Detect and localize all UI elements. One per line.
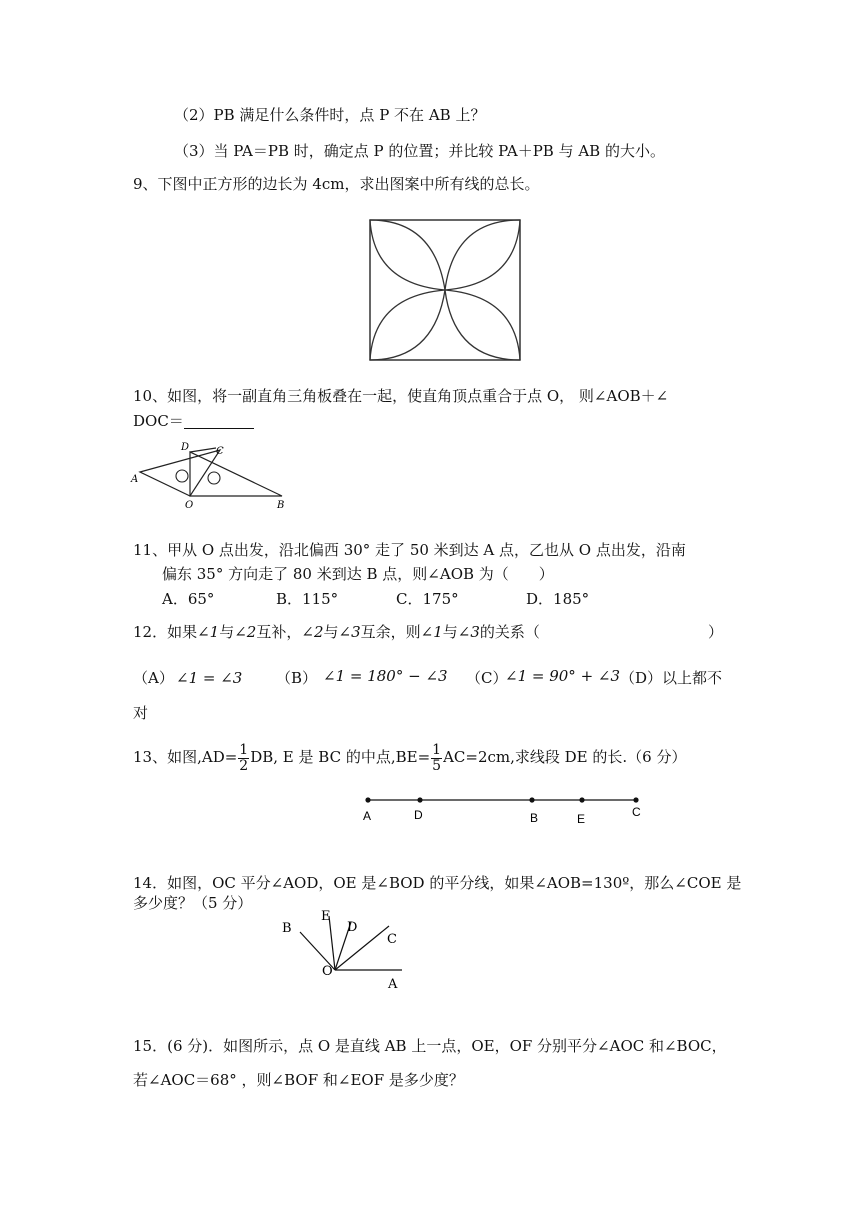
q12-option-b: ∠1 = 180° − ∠3 [323,667,448,685]
q12-stem-b: 与 [219,623,235,641]
q14-label-O: O [322,964,333,979]
q14-label-D: D [347,920,358,935]
q11-option-c: C．175° [396,590,459,608]
q12-option-a-label: （A） [133,669,174,687]
q10-label-D: D [181,442,190,453]
q12-stem [133,622,723,642]
q8-part3: （3）当 PA＝PB 时，确定点 P 的位置；并比较 PA＋PB 与 AB 的大小。 [174,142,665,160]
q13-frac1-den: 2 [239,757,249,774]
q13-fraction-2 [431,743,442,774]
q12-stem-f: 与 [442,623,458,641]
q10-label-B: B [277,500,285,511]
q12-stem-e: 互余，则 [360,623,421,641]
q13-text [133,740,687,774]
q9-text: 9、下图中正方形的边长为 4cm，求出图案中所有线的总长。 [133,175,540,193]
q10-label-O: O [185,500,194,511]
q11-line1: 11、甲从 O 点出发，沿北偏西 30° 走了 50 米到达 A 点，乙也从 O 点出发，沿南 [133,541,686,559]
q15-line2: 若∠AOC＝68° ，则∠BOF 和∠EOF 是多少度？ [133,1071,464,1089]
q12-option-b-label: （B） [276,669,318,687]
q13-point-C: C [632,805,641,819]
q12-option-d-cont: 对 [133,704,149,722]
q12-stem-a: 12．如果 [133,623,198,641]
q12-option-c: ∠1 = 90° + ∠3 [505,667,621,685]
q13-frac2-num: 1 [432,741,442,758]
q10-triangle-figure [128,440,298,512]
q12-stem-d: 与 [323,623,339,641]
q12-option-d: （D）以上都不 [620,669,723,687]
q13-frac1-num: 1 [239,741,249,758]
q12-angle-1b: ∠1 [420,623,443,641]
q12-option-a: ∠1 = ∠3 [176,669,243,687]
q10-label-A: A [131,474,139,485]
q13-suffix: AC=2cm,求线段 DE 的长.（6 分） [443,748,687,766]
q13-prefix: 13、如图,AD= [133,748,238,766]
q12-stem-c: 互补， [256,623,302,641]
q14-angle-figure [276,906,410,992]
q9-square-figure [364,216,524,364]
q11-option-d: D．185° [526,590,590,608]
q8-part2: （2）PB 满足什么条件时，点 P 不在 AB 上？ [174,106,486,124]
q12-option-c-label: （C） [466,669,508,687]
q13-point-D: D [414,808,423,822]
q12-stem-end: ） [707,623,723,641]
q13-frac2-den: 5 [432,757,442,774]
q12-angle-3b: ∠3 [457,623,480,641]
q11-option-b: B．115° [276,590,339,608]
q14-line2: 多少度？（5 分） [133,894,253,912]
q14-label-A: A [388,977,398,992]
q14-label-B: B [282,921,292,936]
q13-point-E: E [577,812,586,826]
q10-line1: 10、如图，将一副直角三角板叠在一起，使直角顶点重合于点 O， 则∠AOB＋∠ [133,387,669,405]
q14-label-C: C [387,932,397,947]
q12-angle-2: ∠2 [234,623,257,641]
q15-line1: 15．(6 分)．如图所示，点 O 是直线 AB 上一点，OE，OF 分别平分∠AOC 和∠BOC， [133,1037,727,1055]
q14-label-E: E [321,909,331,924]
q13-mid: DB, E 是 BC 的中点,BE= [250,748,431,766]
q14-line1: 14．如图，OC 平分∠AOD，OE 是∠BOD 的平分线，如果∠AOB=130º，那么∠COE 是 [133,874,742,892]
q13-segment-figure [356,790,652,830]
q10-answer-blank [184,414,254,429]
q12-stem-g: 的关系（ [479,623,540,641]
q13-fraction-1 [238,743,249,774]
q12-angle-3: ∠3 [338,623,361,641]
q11-line2: 偏东 35° 方向走了 80 米到达 B 点，则∠AOB 为（ ） [162,565,554,583]
q11-option-a: A．65° [162,590,215,608]
q10-line2 [133,411,254,431]
q13-point-A: A [363,809,372,823]
q10-label-C: C [216,446,224,457]
q10-line2-text: DOC＝ [133,412,184,430]
q12-angle-2b: ∠2 [301,623,324,641]
q12-angle-1: ∠1 [197,623,220,641]
q13-point-B: B [530,811,539,825]
